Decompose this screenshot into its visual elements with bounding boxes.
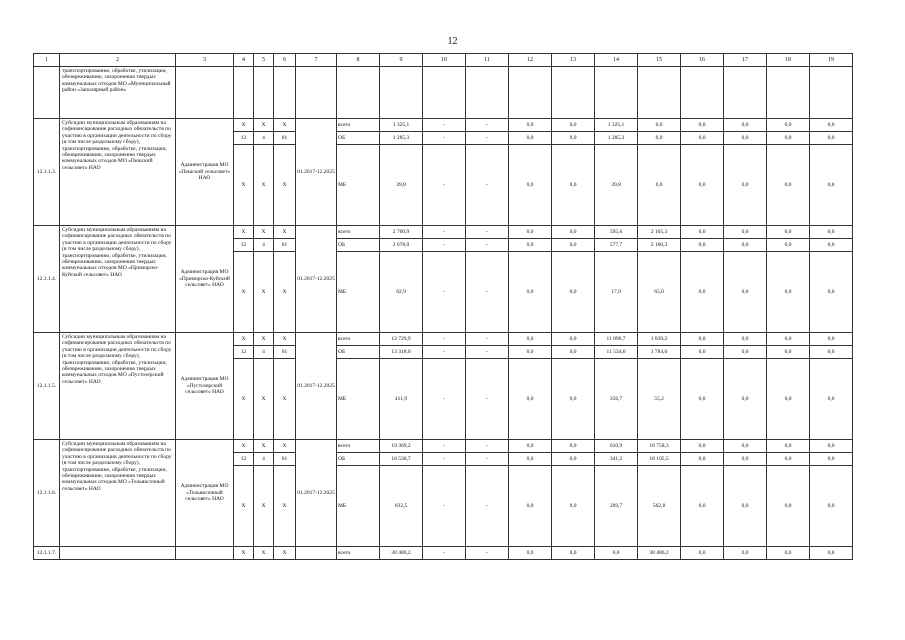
table-row — [34, 333, 853, 346]
col-6-value: 01 — [274, 453, 296, 466]
col-5-value: 4 — [254, 453, 274, 466]
col-6-value: 01 — [274, 239, 296, 252]
col-6-value: Х — [274, 547, 296, 560]
row-period: 01.2017-12.2025 — [296, 333, 337, 440]
amount-cell: 0,0 — [509, 547, 552, 560]
amount-cell: - — [423, 239, 466, 252]
amount-cell: 19 369,2 — [380, 440, 423, 453]
amount-cell: 0,0 — [767, 239, 810, 252]
amount-cell: 13 318,0 — [380, 346, 423, 359]
amount-cell: 0,0 — [681, 547, 724, 560]
amount-cell: 0,0 — [724, 333, 767, 346]
header-cell-9: 9 — [380, 54, 423, 67]
amount-cell: 0,0 — [810, 359, 853, 440]
funding-source: ОБ — [337, 132, 380, 145]
amount-cell: - — [466, 466, 509, 547]
col-5-value: Х — [254, 547, 274, 560]
amount-cell: 0,0 — [681, 119, 724, 132]
amount-cell: 0,0 — [552, 453, 595, 466]
amount-cell: 0,0 — [724, 346, 767, 359]
header-cell-14: 14 — [595, 54, 638, 67]
empty-cell — [176, 67, 234, 119]
amount-cell: 411,9 — [380, 359, 423, 440]
amount-cell: 0,0 — [724, 119, 767, 132]
empty-cell — [767, 67, 810, 119]
col-4-value: Х — [234, 333, 254, 346]
amount-cell: - — [423, 333, 466, 346]
amount-cell: 0,0 — [810, 466, 853, 547]
empty-cell — [509, 67, 552, 119]
col-5-value: Х — [254, 333, 274, 346]
col-6-value: Х — [274, 252, 296, 333]
amount-cell: 0,0 — [810, 440, 853, 453]
amount-cell: 0,0 — [681, 333, 724, 346]
header-cell-17: 17 — [724, 54, 767, 67]
amount-cell: 0,0 — [552, 547, 595, 560]
empty-cell — [552, 67, 595, 119]
amount-cell: 1 285,3 — [595, 132, 638, 145]
amount-cell: 0,0 — [638, 119, 681, 132]
funding-source: МБ — [337, 359, 380, 440]
col-6-value: Х — [274, 333, 296, 346]
amount-cell: 0,0 — [810, 239, 853, 252]
header-cell-18: 18 — [767, 54, 810, 67]
col-6-value: 01 — [274, 346, 296, 359]
row-description: Субсидии муниципальным образованиям на софинансирование расходных обязательств по участию в организации деятельности по сбору (в том числе раздельному сбору), транспортированию, обработке, утилизации, обезвреживанию, захоронению твердых коммунальных отходов МО «Приморско-Куйский сельсовет» НАО — [60, 226, 176, 333]
row-code: 12.1.1.3. — [34, 119, 60, 226]
amount-cell: - — [466, 547, 509, 560]
amount-cell: 0,0 — [638, 132, 681, 145]
amount-cell: 577,7 — [595, 239, 638, 252]
header-cell-16: 16 — [681, 54, 724, 67]
header-cell-3: 3 — [176, 54, 234, 67]
row-code: 12.1.1.5. — [34, 333, 60, 440]
amount-cell: 0,0 — [724, 547, 767, 560]
amount-cell: 18 195,5 — [638, 453, 681, 466]
amount-cell: 0,0 — [681, 453, 724, 466]
amount-cell: 0,0 — [724, 466, 767, 547]
amount-cell: 610,9 — [595, 440, 638, 453]
row-code: 12.1.1.4. — [34, 226, 60, 333]
amount-cell: 0,0 — [509, 252, 552, 333]
col-5-value: Х — [254, 145, 274, 226]
amount-cell: 18 758,3 — [638, 440, 681, 453]
col-4-value: Х — [234, 145, 254, 226]
amount-cell: - — [423, 226, 466, 239]
col-4-value: Х — [234, 119, 254, 132]
funding-source: МБ — [337, 466, 380, 547]
header-cell-11: 11 — [466, 54, 509, 67]
amount-cell: 0,0 — [681, 239, 724, 252]
funding-source: ОБ — [337, 239, 380, 252]
amount-cell: 17,9 — [595, 252, 638, 333]
row-description: Субсидии муниципальным образованиям на софинансирование расходных обязательств по участию в организации деятельности по сбору (в том числе раздельному сбору), транспортированию, обработке, утилизации, обезвреживанию, захоронению твердых коммунальных отходов МО «Пешский сельсовет» НАО — [60, 119, 176, 226]
col-4-value: Х — [234, 226, 254, 239]
amount-cell: 2 165,3 — [638, 226, 681, 239]
col-4-value: Х — [234, 440, 254, 453]
amount-cell: 0,0 — [810, 226, 853, 239]
amount-cell: 1 784,0 — [638, 346, 681, 359]
col-6-value: Х — [274, 359, 296, 440]
amount-cell: 0,0 — [509, 239, 552, 252]
empty-cell — [423, 67, 466, 119]
amount-cell: 13 729,9 — [380, 333, 423, 346]
amount-cell: 0,0 — [552, 359, 595, 440]
amount-cell: 1 285,3 — [380, 132, 423, 145]
code-cell — [34, 67, 60, 119]
amount-cell: - — [466, 145, 509, 226]
amount-cell: 0,0 — [810, 346, 853, 359]
col-4-value: 12 — [234, 346, 254, 359]
header-cell-8: 8 — [337, 54, 380, 67]
row-administrator: Администрация МО «Пустозерский сельсовет» НАО — [176, 333, 234, 440]
amount-cell: 0,0 — [724, 239, 767, 252]
table-row — [34, 119, 853, 132]
amount-cell: 0,0 — [509, 453, 552, 466]
amount-cell: 0,0 — [595, 547, 638, 560]
row-period: 01.2017-12.2025 — [296, 119, 337, 226]
amount-cell: 0,0 — [509, 359, 552, 440]
amount-cell: 11 534,0 — [595, 346, 638, 359]
amount-cell: 0,0 — [810, 145, 853, 226]
amount-cell: - — [466, 132, 509, 145]
empty-cell — [337, 67, 380, 119]
empty-cell — [595, 67, 638, 119]
amount-cell: 1 839,2 — [638, 333, 681, 346]
col-6-value: Х — [274, 226, 296, 239]
row-description: Субсидии муниципальным образованиям на софинансирование расходных обязательств по участию в организации деятельности по сбору (в том числе раздельному сбору), транспортированию, обработке, утилизации, обезвреживанию, захоронению твердых коммунальных отходов МО «Тельвисочный сельсовет» НАО — [60, 440, 176, 547]
col-6-value: Х — [274, 119, 296, 132]
header-cell-19: 19 — [810, 54, 853, 67]
amount-cell: 0,0 — [681, 145, 724, 226]
col-4-value: Х — [234, 359, 254, 440]
col-5-value: Х — [254, 119, 274, 132]
empty-cell — [810, 67, 853, 119]
amount-cell: 832,5 — [380, 466, 423, 547]
empty-cell — [254, 67, 274, 119]
col-5-value: Х — [254, 466, 274, 547]
amount-cell: - — [466, 239, 509, 252]
empty-cell — [724, 67, 767, 119]
funding-source: ОБ — [337, 453, 380, 466]
amount-cell: - — [466, 453, 509, 466]
funding-source: всего — [337, 226, 380, 239]
row-period: 01.2017-12.2025 — [296, 440, 337, 547]
page-number: 12 — [447, 36, 458, 47]
amount-cell: 0,0 — [552, 145, 595, 226]
funding-source: всего — [337, 119, 380, 132]
funding-source: всего — [337, 333, 380, 346]
table-row — [34, 226, 853, 239]
col-5-value: Х — [254, 226, 274, 239]
amount-cell: - — [423, 132, 466, 145]
header-cell-10: 10 — [423, 54, 466, 67]
continuation-row — [34, 67, 853, 119]
amount-cell: 0,0 — [509, 466, 552, 547]
amount-cell: 11 890,7 — [595, 333, 638, 346]
amount-cell: 0,0 — [767, 359, 810, 440]
amount-cell: 0,0 — [810, 252, 853, 333]
amount-cell: 39,8 — [380, 145, 423, 226]
amount-cell: 0,0 — [552, 440, 595, 453]
amount-cell: 0,0 — [767, 346, 810, 359]
amount-cell: 39,8 — [595, 145, 638, 226]
amount-cell: 356,7 — [595, 359, 638, 440]
amount-cell: - — [423, 359, 466, 440]
amount-cell: 0,0 — [509, 145, 552, 226]
amount-cell: 2 678,0 — [380, 239, 423, 252]
amount-cell: 0,0 — [509, 226, 552, 239]
amount-cell: - — [423, 252, 466, 333]
col-4-value: Х — [234, 466, 254, 547]
amount-cell: 0,0 — [724, 252, 767, 333]
amount-cell: - — [466, 346, 509, 359]
header-cell-1: 1 — [34, 54, 60, 67]
amount-cell: 0,0 — [724, 132, 767, 145]
empty-cell — [234, 67, 254, 119]
amount-cell: 0,0 — [767, 119, 810, 132]
amount-cell: - — [466, 119, 509, 132]
header-cell-4: 4 — [234, 54, 254, 67]
funding-source: всего — [337, 440, 380, 453]
empty-cell — [274, 67, 296, 119]
amount-cell: - — [423, 466, 466, 547]
row-description: Субсидии муниципальным образованиям на софинансирование расходных обязательств по участию в организации деятельности по сбору (в том числе раздельному сбору), транспортированию, обработке, утилизации, обезвреживанию, захоронению твердых коммунальных отходов МО «Пустозерский сельсовет» НАО — [60, 333, 176, 440]
amount-cell: 0,0 — [810, 547, 853, 560]
amount-cell: 0,0 — [724, 145, 767, 226]
amount-cell: - — [423, 547, 466, 560]
col-4-value: Х — [234, 547, 254, 560]
amount-cell: 2 100,3 — [638, 239, 681, 252]
amount-cell: - — [423, 453, 466, 466]
amount-cell: 65,0 — [638, 252, 681, 333]
amount-cell: 269,7 — [595, 466, 638, 547]
amount-cell: 341,2 — [595, 453, 638, 466]
amount-cell: 0,0 — [509, 119, 552, 132]
amount-cell: 1 325,1 — [380, 119, 423, 132]
amount-cell: 38 486,2 — [380, 547, 423, 560]
amount-cell: 562,8 — [638, 466, 681, 547]
amount-cell: 18 536,7 — [380, 453, 423, 466]
col-6-value: Х — [274, 440, 296, 453]
amount-cell: 2 760,9 — [380, 226, 423, 239]
row-administrator — [176, 547, 234, 560]
amount-cell: 0,0 — [767, 466, 810, 547]
budget-table — [33, 53, 853, 560]
description-cell: транспортированию, обработке, утилизации, обезвреживанию, захоронению твердых коммунальных отходов МО «Муниципальный район «Заполярный район» — [60, 67, 176, 119]
funding-source: МБ — [337, 252, 380, 333]
amount-cell: 0,0 — [552, 252, 595, 333]
amount-cell: 0,0 — [638, 145, 681, 226]
amount-cell: - — [466, 226, 509, 239]
funding-source: МБ — [337, 145, 380, 226]
amount-cell: 1 325,1 — [595, 119, 638, 132]
amount-cell: 0,0 — [509, 440, 552, 453]
row-code: 12.1.1.7. — [34, 547, 60, 560]
col-5-value: 4 — [254, 132, 274, 145]
amount-cell: 0,0 — [767, 547, 810, 560]
row-administrator: Администрация МО «Тельвисочный сельсовет» НАО — [176, 440, 234, 547]
amount-cell: 0,0 — [767, 252, 810, 333]
col-5-value: Х — [254, 359, 274, 440]
amount-cell: 0,0 — [681, 252, 724, 333]
amount-cell: 0,0 — [552, 226, 595, 239]
amount-cell: 0,0 — [724, 440, 767, 453]
empty-cell — [681, 67, 724, 119]
amount-cell: 0,0 — [810, 132, 853, 145]
header-cell-12: 12 — [509, 54, 552, 67]
col-5-value: Х — [254, 252, 274, 333]
col-6-value: 01 — [274, 132, 296, 145]
amount-cell: - — [466, 359, 509, 440]
amount-cell: 0,0 — [552, 466, 595, 547]
amount-cell: 0,0 — [681, 466, 724, 547]
amount-cell: 0,0 — [552, 333, 595, 346]
amount-cell: - — [423, 145, 466, 226]
header-cell-2: 2 — [60, 54, 176, 67]
header-cell-7: 7 — [296, 54, 337, 67]
amount-cell: 0,0 — [552, 346, 595, 359]
amount-cell: - — [423, 346, 466, 359]
amount-cell: 0,0 — [552, 132, 595, 145]
amount-cell: 0,0 — [767, 440, 810, 453]
amount-cell: 0,0 — [767, 226, 810, 239]
amount-cell: 0,0 — [767, 453, 810, 466]
amount-cell: 0,0 — [509, 132, 552, 145]
row-administrator: Администрация МО «Приморско-Куйский сельсовет» НАО — [176, 226, 234, 333]
amount-cell: 0,0 — [509, 333, 552, 346]
row-period — [296, 547, 337, 560]
amount-cell: 0,0 — [724, 359, 767, 440]
amount-cell: - — [423, 440, 466, 453]
col-6-value: Х — [274, 466, 296, 547]
amount-cell: 0,0 — [552, 239, 595, 252]
header-cell-13: 13 — [552, 54, 595, 67]
amount-cell: 55,2 — [638, 359, 681, 440]
amount-cell: 0,0 — [810, 119, 853, 132]
amount-cell: 0,0 — [552, 119, 595, 132]
empty-cell — [380, 67, 423, 119]
col-5-value: Х — [254, 440, 274, 453]
amount-cell: 0,0 — [681, 440, 724, 453]
amount-cell: 38 486,2 — [638, 547, 681, 560]
header-cell-6: 6 — [274, 54, 296, 67]
row-period: 01.2017-12.2025 — [296, 226, 337, 333]
amount-cell: 0,0 — [767, 132, 810, 145]
empty-cell — [466, 67, 509, 119]
col-5-value: 4 — [254, 239, 274, 252]
amount-cell: 595,6 — [595, 226, 638, 239]
header-cell-15: 15 — [638, 54, 681, 67]
funding-source: всего — [337, 547, 380, 560]
amount-cell: 0,0 — [767, 145, 810, 226]
header-row — [34, 54, 853, 67]
col-4-value: 12 — [234, 453, 254, 466]
col-4-value: Х — [234, 252, 254, 333]
amount-cell: - — [466, 333, 509, 346]
amount-cell: 0,0 — [681, 226, 724, 239]
amount-cell: - — [466, 252, 509, 333]
amount-cell: 0,0 — [724, 453, 767, 466]
table-row — [34, 547, 853, 560]
col-4-value: 12 — [234, 132, 254, 145]
col-6-value: Х — [274, 145, 296, 226]
amount-cell: - — [466, 440, 509, 453]
table-row — [34, 440, 853, 453]
amount-cell: 82,9 — [380, 252, 423, 333]
empty-cell — [638, 67, 681, 119]
header-cell-5: 5 — [254, 54, 274, 67]
amount-cell: 0,0 — [681, 359, 724, 440]
amount-cell: - — [423, 119, 466, 132]
amount-cell: 0,0 — [767, 333, 810, 346]
col-4-value: 12 — [234, 239, 254, 252]
col-5-value: 4 — [254, 346, 274, 359]
amount-cell: 0,0 — [724, 226, 767, 239]
amount-cell: 0,0 — [509, 346, 552, 359]
amount-cell: 0,0 — [810, 453, 853, 466]
amount-cell: 0,0 — [681, 346, 724, 359]
row-administrator: Администрация МО «Пешский сельсовет» НАО — [176, 119, 234, 226]
empty-cell — [296, 67, 337, 119]
row-code: 12.1.1.6. — [34, 440, 60, 547]
funding-source: ОБ — [337, 346, 380, 359]
row-description — [60, 547, 176, 560]
amount-cell: 0,0 — [810, 333, 853, 346]
amount-cell: 0,0 — [681, 132, 724, 145]
